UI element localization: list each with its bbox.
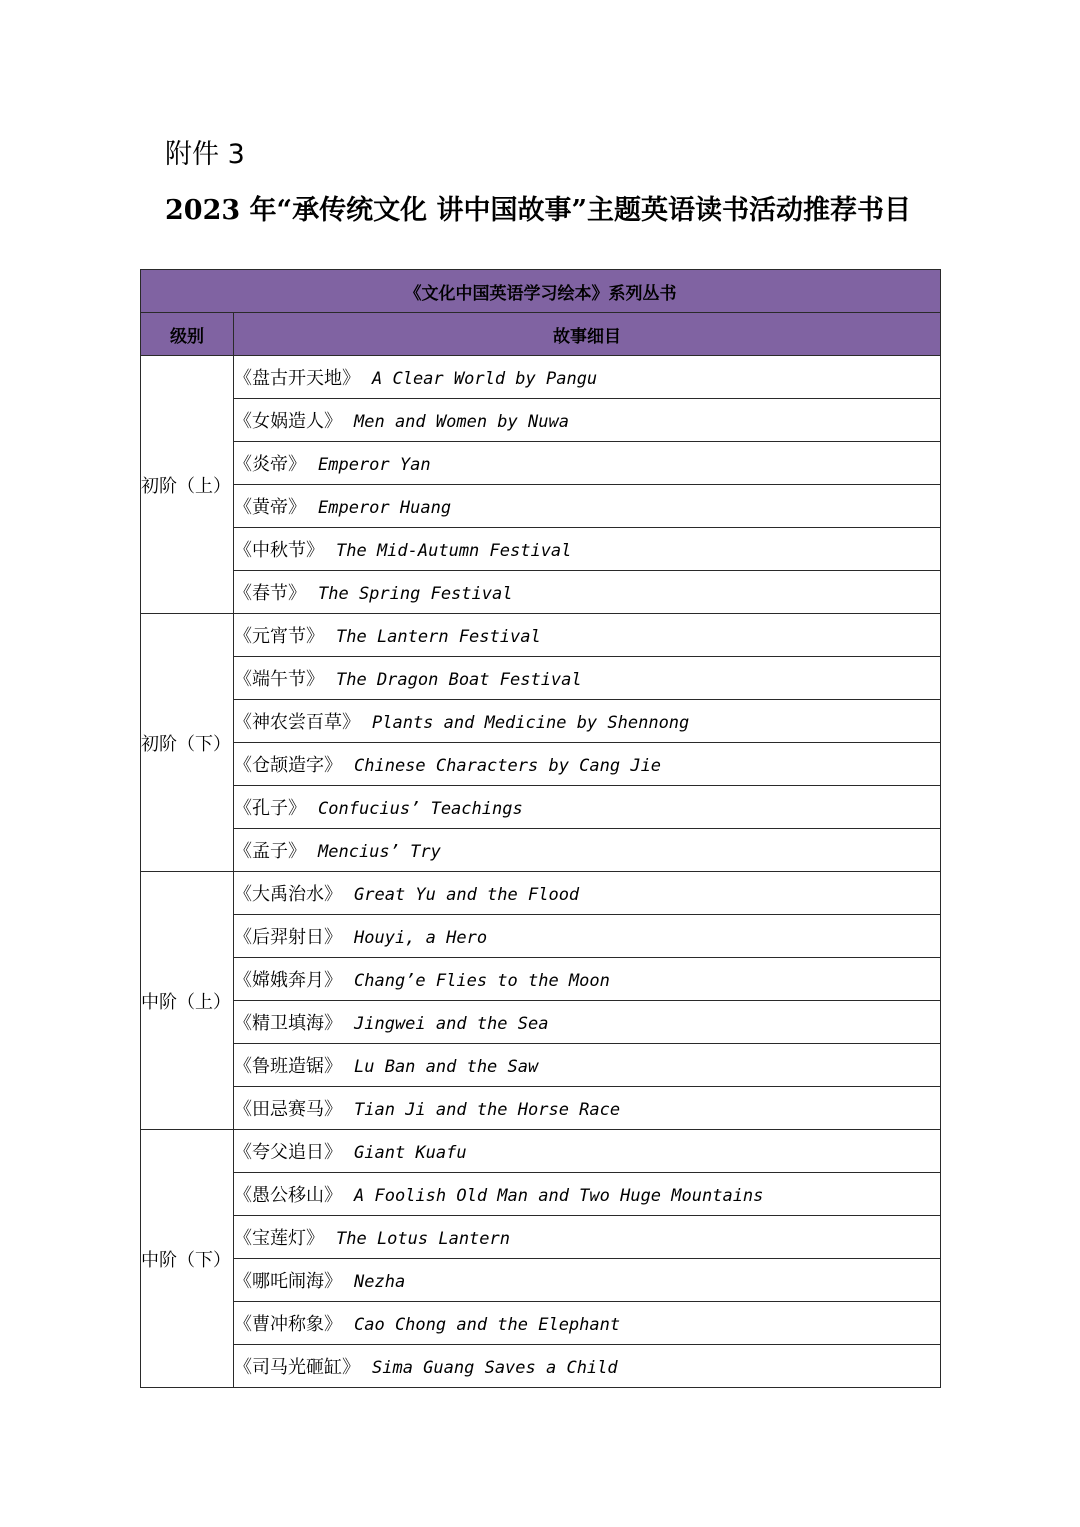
story-cell <box>234 958 941 1001</box>
level-column-header: 级别 <box>141 313 234 356</box>
table-row <box>141 442 941 485</box>
story-english-title: Men and Women by Nuwa <box>354 412 569 432</box>
story-chinese-title: 《春节》 <box>234 583 306 604</box>
story-chinese-title: 《孟子》 <box>234 841 306 862</box>
story-english-title: Houyi, a Hero <box>354 928 488 948</box>
table-row <box>141 700 941 743</box>
series-header-row <box>141 270 941 313</box>
document-title: 2023 年“承传统文化 讲中国故事”主题英语读书活动推荐书目 <box>165 195 912 226</box>
story-chinese-title: 《嫦娥奔月》 <box>234 970 342 991</box>
story-chinese-title: 《愚公移山》 <box>234 1185 342 1206</box>
story-chinese-title: 《孔子》 <box>234 798 306 819</box>
story-chinese-title: 《精卫填海》 <box>234 1013 342 1034</box>
table-row <box>141 786 941 829</box>
story-cell <box>234 614 941 657</box>
table-row <box>141 399 941 442</box>
story-english-title: Nezha <box>354 1272 406 1292</box>
story-english-title: A Clear World by Pangu <box>372 369 598 389</box>
story-english-title: The Lotus Lantern <box>336 1229 510 1249</box>
table-row <box>141 1087 941 1130</box>
story-cell <box>234 528 941 571</box>
story-chinese-title: 《大禹治水》 <box>234 884 342 905</box>
story-cell <box>234 1044 941 1087</box>
story-chinese-title: 《哪吒闹海》 <box>234 1271 342 1292</box>
story-english-title: Plants and Medicine by Shennong <box>372 713 690 733</box>
story-english-title: A Foolish Old Man and Two Huge Mountains <box>354 1186 764 1206</box>
table-row <box>141 528 941 571</box>
table-body <box>141 356 941 1388</box>
story-cell <box>234 786 941 829</box>
table-row <box>141 485 941 528</box>
series-title: 《文化中国英语学习绘本》系列丛书 <box>141 270 941 313</box>
story-cell <box>234 1001 941 1044</box>
story-english-title: Mencius’ Try <box>318 842 441 862</box>
story-chinese-title: 《元宵节》 <box>234 626 324 647</box>
story-cell <box>234 1259 941 1302</box>
story-chinese-title: 《夸父追日》 <box>234 1142 342 1163</box>
story-cell <box>234 571 941 614</box>
story-cell <box>234 700 941 743</box>
story-chinese-title: 《盘古开天地》 <box>234 368 360 389</box>
story-english-title: Sima Guang Saves a Child <box>372 1358 618 1378</box>
story-english-title: Tian Ji and the Horse Race <box>354 1100 621 1120</box>
story-cell <box>234 872 941 915</box>
story-chinese-title: 《后羿射日》 <box>234 927 342 948</box>
story-cell <box>234 1173 941 1216</box>
story-chinese-title: 《鲁班造锯》 <box>234 1056 342 1077</box>
story-cell <box>234 1345 941 1388</box>
table-row <box>141 1173 941 1216</box>
story-chinese-title: 《端午节》 <box>234 669 324 690</box>
level-cell: 中阶（下） <box>141 1130 234 1388</box>
story-chinese-title: 《田忌赛马》 <box>234 1099 342 1120</box>
table-row <box>141 1001 941 1044</box>
story-english-title: Chinese Characters by Cang Jie <box>354 756 662 776</box>
table-row <box>141 872 941 915</box>
story-chinese-title: 《仓颉造字》 <box>234 755 342 776</box>
story-chinese-title: 《中秋节》 <box>234 540 324 561</box>
story-cell <box>234 399 941 442</box>
story-english-title: The Mid-Autumn Festival <box>336 541 572 561</box>
attachment-label: 附件 3 <box>165 139 245 170</box>
stories-column-header: 故事细目 <box>234 313 941 356</box>
table-row <box>141 1302 941 1345</box>
story-cell <box>234 829 941 872</box>
table-row <box>141 829 941 872</box>
table-row <box>141 1345 941 1388</box>
table-row <box>141 958 941 1001</box>
story-cell <box>234 1130 941 1173</box>
story-cell <box>234 1302 941 1345</box>
level-cell: 初阶（下） <box>141 614 234 872</box>
story-english-title: The Spring Festival <box>318 584 513 604</box>
story-chinese-title: 《司马光砸缸》 <box>234 1357 360 1378</box>
table-row <box>141 571 941 614</box>
level-cell: 初阶（上） <box>141 356 234 614</box>
story-english-title: Emperor Huang <box>318 498 452 518</box>
story-cell <box>234 657 941 700</box>
story-chinese-title: 《炎帝》 <box>234 454 306 475</box>
story-chinese-title: 《曹冲称象》 <box>234 1314 342 1335</box>
story-english-title: The Lantern Festival <box>336 627 541 647</box>
column-header-row <box>141 313 941 356</box>
story-english-title: Chang’e Flies to the Moon <box>354 971 610 991</box>
story-cell <box>234 442 941 485</box>
story-english-title: Confucius’ Teachings <box>318 799 523 819</box>
story-chinese-title: 《女娲造人》 <box>234 411 342 432</box>
book-list-table <box>140 269 941 1388</box>
table-row <box>141 915 941 958</box>
story-english-title: Emperor Yan <box>318 455 431 475</box>
story-chinese-title: 《宝莲灯》 <box>234 1228 324 1249</box>
story-chinese-title: 《神农尝百草》 <box>234 712 360 733</box>
table-row <box>141 614 941 657</box>
table-row <box>141 1216 941 1259</box>
story-english-title: Giant Kuafu <box>354 1143 467 1163</box>
table-row <box>141 1044 941 1087</box>
story-chinese-title: 《黄帝》 <box>234 497 306 518</box>
table-row <box>141 1130 941 1173</box>
story-cell <box>234 743 941 786</box>
story-cell <box>234 1087 941 1130</box>
story-english-title: Cao Chong and the Elephant <box>354 1315 621 1335</box>
story-cell <box>234 1216 941 1259</box>
story-cell <box>234 356 941 399</box>
story-english-title: The Dragon Boat Festival <box>336 670 582 690</box>
table-row <box>141 356 941 399</box>
story-cell <box>234 915 941 958</box>
story-english-title: Jingwei and the Sea <box>354 1014 549 1034</box>
story-cell <box>234 485 941 528</box>
table-row <box>141 743 941 786</box>
story-english-title: Lu Ban and the Saw <box>354 1057 539 1077</box>
level-cell: 中阶（上） <box>141 872 234 1130</box>
table-row <box>141 1259 941 1302</box>
story-english-title: Great Yu and the Flood <box>354 885 580 905</box>
table-row <box>141 657 941 700</box>
